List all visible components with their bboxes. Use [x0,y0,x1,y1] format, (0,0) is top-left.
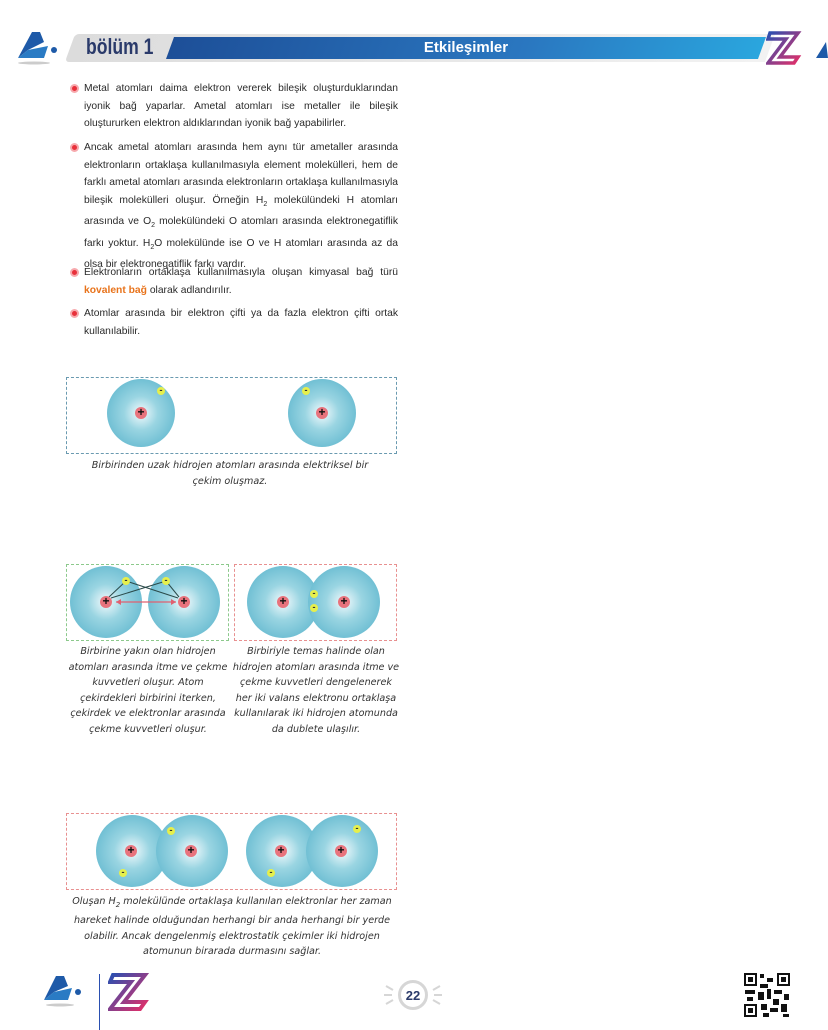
figure-1-caption: Birbirinden uzak hidrojen atomları arasında elektriksel bir çekim oluşmaz. [91,460,369,487]
nucleus-icon: + [338,596,350,608]
publisher-logo-icon [40,972,82,1008]
electron-icon: - [167,827,175,835]
subscript: 2 [150,243,155,251]
subscript: 2 [151,222,155,230]
paragraph-4 [70,305,398,340]
nucleus-icon: + [135,407,147,419]
paragraph-3 [70,264,398,299]
electron-icon: - [157,387,165,395]
paragraph-text: olarak adlandırılır. [146,284,232,296]
nucleus-icon: + [100,596,112,608]
nucleus-icon: + [125,845,137,857]
force-arrows-icon [66,564,229,641]
electron-icon: - [353,825,361,833]
bullet-icon [70,84,79,93]
paragraph-text: molekülündeki H atomları arasında ve O [84,194,398,228]
bullet-icon [70,268,79,277]
electron-icon: - [302,387,310,395]
electron-icon: - [119,869,127,877]
electron-icon: - [162,577,170,585]
qr-code-icon[interactable] [743,972,791,1018]
paragraph-text: Ancak ametal atomları arasında hem aynı tür ametaller arasında elektronların ortaklaşa kullanılmasıyla element molekülleri, hem de farklı ametal atomları arasında elektronların ortaklaşa kullanılmasıyla bileşik molekülleri oluşur. Örneğin H [84,142,398,206]
nucleus-icon: + [277,596,289,608]
z-logo-icon [108,972,150,1012]
highlight-term: kovalent bağ [84,284,147,296]
paragraph-text: Atomlar arasında bir elektron çifti ya da fazla elektron çifti ortak kullanılabilir. [84,308,398,337]
z-logo-icon [766,30,802,66]
electron-icon: - [310,604,318,612]
subscript: 2 [115,900,121,909]
caption-text: molekülünde ortaklaşa kullanılan elektronlar her zaman hareket halinde olduğundan herhangi bir anda herhangi bir yerde olabilir. Ancak dengelenmiş elektrostatik çekimler iki hidrojen atomunun birarada durmasını sağlar. [73,896,392,958]
bullet-icon [70,143,79,152]
nucleus-icon: + [178,596,190,608]
publisher-logo-icon-partial [814,40,828,60]
page-number: 22 [398,980,428,1010]
bullet-icon [70,309,79,318]
figure-2-caption: Birbirine yakın olan hidrojen atomları arasında itme ve çekme kuvvetleri oluşur. Atom çekirdekleri birbirini iterken, çekirdek ve elektronlar arasında çekme kuvvetleri oluşur. [68,646,228,735]
electron-icon: - [310,590,318,598]
paragraph-text: Metal atomları daima elektron vererek bileşik oluşturduklarından iyonik bağ yaparlar. Ametal atomları ise metaller ile bileşik oluştururken elektron aldıklarından iyonik bağ yapabilirler. [84,83,398,129]
paragraph-2 [70,139,398,274]
paragraph-text: molekülündeki O atomları arasında elektronegatiflik farkı yoktur. H [84,216,398,249]
nucleus-icon: + [316,407,328,419]
page-title: Etkileşimler [423,39,509,56]
nucleus-icon: + [335,845,347,857]
electron-icon: - [122,577,130,585]
electron-icon: - [267,869,275,877]
figure-3-caption: Birbiriyle temas halinde olan hidrojen atomları arasında itme ve çekme kuvvetleri dengelenerek her iki valans elektronu ortaklaşa kullanılarak iki hidrojen atomunda da dublete ulaşılır. [232,646,400,735]
nucleus-icon: + [185,845,197,857]
nucleus-icon: + [275,845,287,857]
footer-divider [99,974,100,1030]
caption-text: Oluşan H [72,896,116,907]
paragraph-text: O molekülünde ise O ve H atomları arasında az da olsa bir elektronegatiflik farkı vardır. [84,237,398,271]
figure-4-caption [64,894,400,960]
paragraph-text: Elektronların ortaklaşa kullanılmasıyla oluşan kimyasal bağ türü [84,267,398,278]
chapter-label: bölüm 1 [86,34,154,59]
subscript: 2 [263,200,268,208]
paragraph-1 [70,80,398,133]
publisher-logo-icon [14,28,58,66]
